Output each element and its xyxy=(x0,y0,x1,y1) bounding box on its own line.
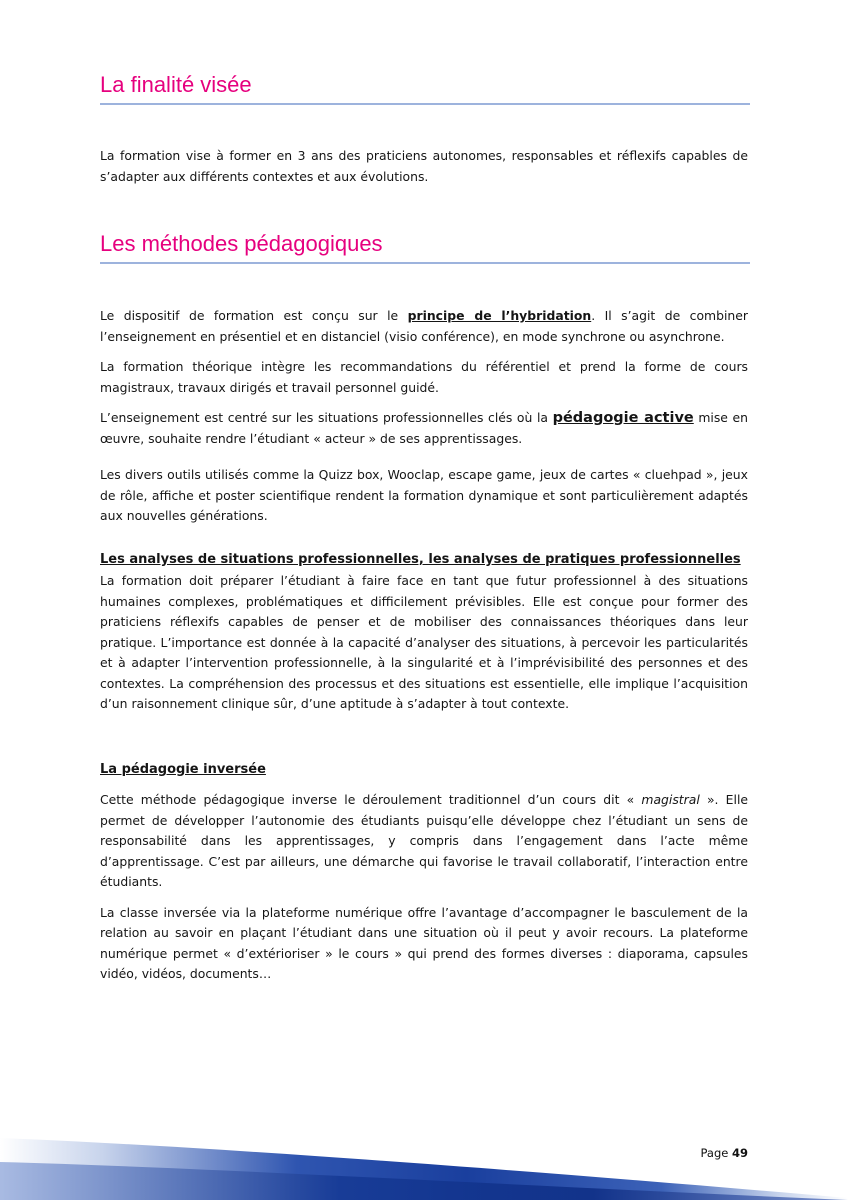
inversee-paragraph-2: La classe inversée via la plateforme numérique offre l’avantage d’accompagner le basculement de la relation au savoir en plaçant l’étudiant dans une situation où il peut y avoir recours. La plateforme numérique permet « d’extérioriser » le cours » qui prend des formes diverses : diaporama, capsules vidéo, vidéos, documents… xyxy=(100,904,748,981)
outils-paragraph: Les divers outils utilisés comme la Quizz box, Wooclap, escape game, jeux de cartes « cluehpad », jeux de rôle, affiche et poster scientifique rendent la formation dynamique et sont particulièrement adaptés aux nouvelles générations. xyxy=(100,467,748,523)
analyses-subheading: Les analyses de situations professionnelles, les analyses de pratiques professionnelles xyxy=(100,552,741,567)
text-run: . Il s’agit de combiner l’enseignement en présentiel et en distanciel (visio conférence), en mode synchrone ou asynchrone. xyxy=(100,308,748,344)
section-heading-finalite: La finalité visée xyxy=(100,71,750,105)
text-run: L’enseignement est centré sur les situations professionnelles clés où la xyxy=(100,410,553,425)
methodes-body xyxy=(100,306,748,537)
page-label: Page xyxy=(700,1146,729,1160)
section-heading-methodes: Les méthodes pédagogiques xyxy=(100,230,750,264)
analyses-paragraph: La formation doit préparer l’étudiant à faire face en tant que futur professionnel à des situations humaines complexes, problématiques et difficilement prévisibles. Elle est conçue pour former des praticiens réflexifs capables de penser et de mobiliser des connaissances théoriques dans leur pratique. L’importance est donnée à la capacité d’analyser des situations, à percevoir les particularités et à adapter l’intervention professionnelle, à la singularité et à l’imprévisibilité des personnes et des contextes. La compréhension des processus et des situations est essentielle, elle implique l’acquisition d’un raisonnement clinique sûr, d’une aptitude à s’adapter à tout contexte. xyxy=(100,573,748,711)
finalite-body xyxy=(100,146,748,197)
text-run: Le dispositif de formation est conçu sur le xyxy=(100,308,408,323)
finalite-paragraph: La formation vise à former en 3 ans des praticiens autonomes, responsables et réflexifs capables de s’adapter aux différents contextes et aux évolutions. xyxy=(100,148,748,184)
inversee-paragraph-1 xyxy=(100,790,748,893)
text-run: Cette méthode pédagogique inverse le déroulement traditionnel d’un cours dit « xyxy=(100,792,642,807)
page-number xyxy=(700,1146,748,1160)
inversee-subheading: La pédagogie inversée xyxy=(100,762,266,777)
hybridation-emphasis: principe de l’hybridation xyxy=(407,308,592,323)
pedagogie-active-paragraph xyxy=(100,408,748,449)
inversee-body xyxy=(100,760,748,995)
pedagogie-active-emphasis: pédagogie active xyxy=(552,410,694,426)
magistral-italic: magistral xyxy=(641,792,700,807)
theorique-paragraph: La formation théorique intègre les recommandations du référentiel et prend la forme de cours magistraux, travaux dirigés et travail personnel guidé. xyxy=(100,359,748,395)
page-number-value: 49 xyxy=(731,1146,748,1160)
analyses-body xyxy=(100,550,748,725)
text-run: ». Elle permet de développer l’autonomie des étudiants puisqu’elle développe chez l’étudiant un sens de responsabilité dans les apprentissages, y compris dans l’engagement dans l’acte même d’apprentissage. C’est par ailleurs, une démarche qui favorise le travail collaboratif, l’interaction entre étudiants. xyxy=(100,792,749,889)
footer-decorative-band xyxy=(0,1128,848,1200)
text-run: mise en œuvre, souhaite rendre l’étudiant « acteur » de ses apprentissages. xyxy=(100,410,748,446)
hybridation-paragraph xyxy=(100,306,748,347)
